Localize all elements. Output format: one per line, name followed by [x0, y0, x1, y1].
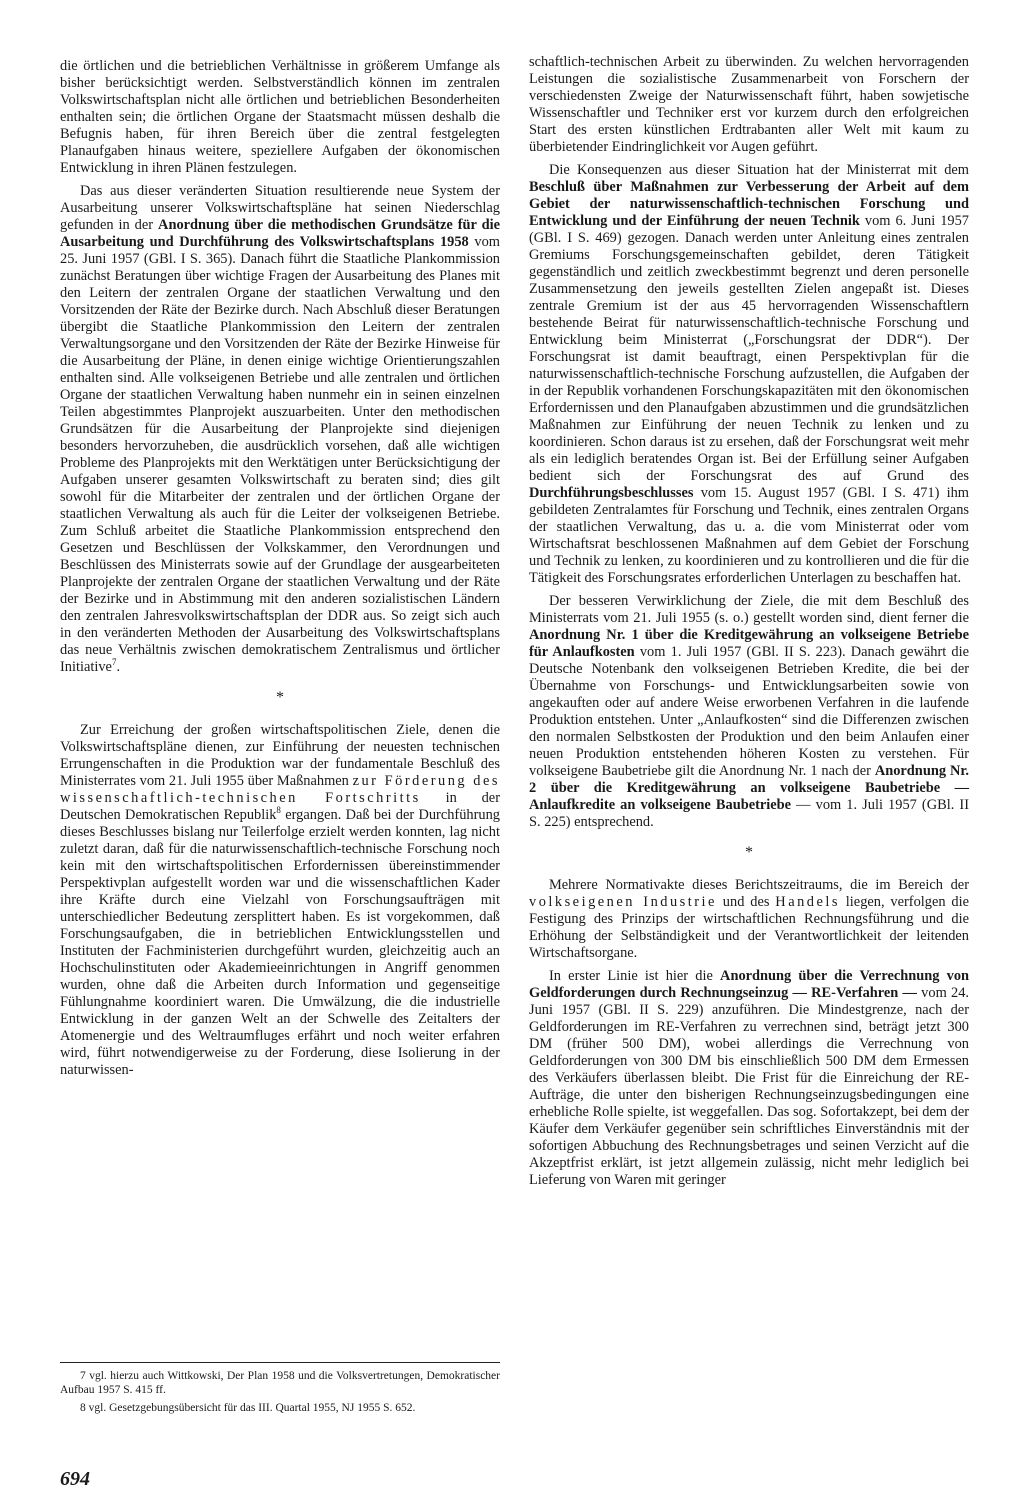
left-column — [60, 58, 500, 1085]
paragraph: Mehrere Normativakte dieses Berichtszeitraums, die im Bereich der volkseigenen Industrie und des Handels liegen, verfolgen die Festigung des Prinzips der wirtschaftlichen Rechnungsführung und die Erhöhung der Selbständigkeit und der Verantwortlichkeit der leitenden Wirtschaftsorgane. — [529, 877, 970, 961]
spaced-emphasis: volkseigenen Industrie — [529, 894, 717, 910]
bold-reference: Anordnung über die Verrechnung von Geldforderungen durch Rechnungseinzug — RE-Verfahren — — [529, 968, 970, 1001]
bold-reference: Beschluß über Maßnahmen zur Verbesserung der Arbeit auf dem Gebiet der naturwissenschaftlich-technischen Forschung und Entwicklung und der Einführung der neuen Technik — [529, 179, 969, 229]
footnote-8: 8 vgl. Gesetzgebungsübersicht für das III. Quartal 1955, NJ 1955 S. 652. — [80, 1402, 416, 1414]
footnote-ref: 7 — [111, 657, 117, 668]
bold-reference: Durchführungsbeschlusses — [529, 485, 694, 501]
page-number: 694 — [60, 1468, 90, 1490]
spaced-emphasis: Handels — [775, 894, 840, 910]
paragraph: Der besseren Verwirklichung der Ziele, die mit dem Beschluß des Ministerrats vom 21. Juli 1955 (s. o.) gestellt worden sind, dient ferner die Anordnung Nr. 1 über die Kreditgewährung an volkseigene Betriebe für Anlaufkosten vom 1. Juli 1957 (GBl. II S. 223). Danach gewährt die Deutsche Notenbank den volkseigenen Betrieben Kredite, die bei der Übernahme von Forschungs- und Entwicklungsarbeiten sowie von angekauften oder auf andere Weise erworbenen Verfahren in die laufende Produktion entstehen. Unter „Anlaufkosten“ sind die Differenzen zwischen den normalen Selbstkosten der Produktion und den beim Anlaufen einer neuen Produktion entstehenden höheren Kosten zu verstehen. Für volkseigene Baubetriebe gilt die Anordnung Nr. 1 nach der Anordnung Nr. 2 über die Kreditgewährung an volkseigene Baubetriebe — Anlaufkredite an volkseigene Baubetriebe — vom 1. Juli 1957 (GBl. II S. 225) entsprechend. — [529, 593, 969, 830]
paragraph: In erster Linie ist hier die Anordnung über die Verrechnung von Geldforderungen durch Rechnungseinzug — RE-Verfahren — vom 24. Juni 1957 (GBl. II S. 229) anzuführen. Die Mindestgrenze, nach der Geldforderungen im RE-Verfahren zu verrechnen sind, beträgt jetzt 300 DM (früher 500 DM), wobei allerdings die Verrechnung von Geldforderungen von 300 DM bis einschließlich 500 DM dem Ermessen des Verkäufers überlassen bleibt. Die Frist für die Einreichung der RE-Aufträge, die unter den bisherigen Rechnungseinzugsbedingungen eine erhebliche Rolle spielte, ist weggefallen. Das sog. Sofortakzept, bei dem der Käufer dem Verkäufer gegenüber sein schriftliches Einverständnis mit der sofortigen Abbuchung des Rechnungsbetrages und seinen Verzicht auf die Akzeptfrist erklärt, ist jetzt allgemein zulässig, nicht mehr lediglich bei Lieferung von Waren mit geringer — [529, 968, 970, 1188]
section-separator: * — [745, 844, 753, 861]
bold-reference: Anordnung Nr. 2 über die Kreditgewährung an volkseigene Baubetriebe — Anlaufkredite an volkseigene Baubetriebe — [529, 763, 969, 813]
paragraph: schaftlich-technischen Arbeit zu überwinden. Zu welchen hervorragenden Leistungen die sozialistische Zusammenarbeit von Forschern der verschiedensten Zweige der Naturwissenschaft führt, haben sowjetische Wissenschaftler und Techniker erst vor kurzem durch den erfolgreichen Start des ersten künstlichen Erdtrabanten aller Welt mit kaum zu überbietender Eindringlichkeit vor Augen geführt. — [529, 54, 969, 155]
section-separator: * — [276, 689, 284, 706]
paragraph: Zur Erreichung der großen wirtschaftspolitischen Ziele, denen die Volkswirtschaftspläne dienen, zur Einführung der neuesten technischen Errungenschaften in die Produktion war der fundamentale Beschluß des Ministerrates vom 21. Juli 1955 über Maßnahmen zur Förderung des wissenschaftlich-technischen Fortschritts in der Deutschen Demokratischen Republik$^8$ ergangen. Daß bei der Durchführung dieses Beschlusses bislang nur Teilerfolge erzielt werden konnten, lag nicht zuletzt daran, daß für die naturwissenschaftlich-technische Forschung noch kein mit den wirtschaftspolitischen Erfordernissen übereinstimmender Perspektivplan aufgestellt worden war und die wissenschaftlichen Kader ihre Kräfte durch eine Vielzahl von Forschungsaufträgen mit unterschiedlicher Bedeutung zersplittert haben. Es ist vorgekommen, daß Forschungsaufgaben, die in betrieblichen Entwicklungsstellen und Instituten der Fachministerien durchgeführt wurden, gleichzeitig auch an Hochschulinstituten oder Akademieeinrichtungen in Angriff genommen wurden, ohne daß die Arbeiten durch Information und gegenseitige Fühlungnahme koordiniert waren. Die Umwälzung, die die industrielle Entwicklung in der ganzen Welt an der Schwelle des Zeitalters der Atomenergie und des Weltraumfluges erfährt und noch weiter erfahren wird, führt notwendigerweise zu der Forderung, diese Isolierung in der naturwissen- — [60, 722, 500, 1078]
bold-reference: Anordnung Nr. 1 über die Kreditgewährung an volkseigene Betriebe für Anlaufkosten — [529, 627, 969, 660]
footnote-ref: 8 — [276, 805, 281, 816]
spaced-emphasis: zur Förderung des wissenschaftlich-technischen Fortschritts — [60, 773, 500, 806]
paragraph: Die Konsequenzen aus dieser Situation hat der Ministerrat mit dem Beschluß über Maßnahmen zur Verbesserung der Arbeit auf dem Gebiet der naturwissenschaftlich-technischen Forschung und Entwicklung und der Einführung der neuen Technik vom 6. Juni 1957 (GBl. I S. 469) gezogen. Danach werden unter Anleitung eines zentralen Gremiums Forschungsgemeinschaften gebildet, deren Tätigkeit gegenständlich und zeitlich zweckbestimmt begrenzt und deren personelle Zusammensetzung den jeweils gestellten Zielen angepaßt ist. Dieses zentrale Gremium ist der aus 45 hervorragenden Wissenschaftlern bestehende Beirat für naturwissenschaftlich-technische Forschung und Entwicklung beim Ministerrat („Forschungsrat der DDR“). Der Forschungsrat ist damit beauftragt, einen Perspektivplan für die naturwissenschaftlich-technische Forschung aufzustellen, die Aufgaben der in der Republik vorhandenen Forschungskapazitäten mit den ökonomischen Erfordernissen und den Planaufgaben abzustimmen und die grundsätzlichen Maßnahmen zur Einführung der neuen Technik zu lenken und zu koordinieren. Schon daraus ist zu ersehen, daß der Forschungsrat weit mehr als ein lediglich beratendes Organ ist. Bei der Erfüllung seiner Aufgaben bedient sich der Forschungsrat des auf Grund des Durchführungsbeschlusses vom 15. August 1957 (GBl. I S. 471) ihm gebildeten Zentralamtes für Forschung und Technik, eines zentralen Organs der staatlichen Verwaltung, das u. a. die vom Ministerrat oder vom Wirtschaftsrat beschlossenen Maßnahmen auf dem Gebiet der Forschung und Technik zu lenken, zu koordinieren und zu kontrollieren und die für die Tätigkeit des Forschungsrates erforderlichen Unterlagen zu beschaffen hat. — [529, 162, 969, 586]
paragraph: Das aus dieser veränderten Situation resultierende neue System der Ausarbeitung unserer Volkswirtschaftspläne hat seinen Niederschlag gefunden in der Anordnung über die methodischen Grundsätze für die Ausarbeitung und Durchführung des Volkswirtschaftsplans 1958 vom 25. Juni 1957 (GBl. I S. 365). Danach führt die Staatliche Plankommission zunächst Beratungen über wichtige Fragen der Ausarbeitung des Planes mit den Leitern der zentralen Organe der staatlichen Verwaltung und den Vorsitzenden der Räte der Bezirke durch. Nach Abschluß dieser Beratungen übergibt die Staatliche Plankommission den Leitern der zentralen Verwaltungsorgane und den Vorsitzenden der Räte der Bezirke Hinweise für die Ausarbeitung der Pläne, in denen einige wichtige Orientierungszahlen enthalten sind. Alle volkseigenen Betriebe und alle zentralen und örtlichen Organe der staatlichen Verwaltung haben nunmehr ein in seinen einzelnen Teilen abgestimmtes Planprojekt auszuarbeiten. Unter den methodischen Grundsätzen für die Ausarbeitung der Planprojekte sind diejenigen besonders hervorzuheben, die ausdrücklich vorsehen, daß alle wichtigen Probleme des Planprojekts mit den Werktätigen unter Berücksichtigung der Aufgaben unserer gesamten Volkswirtschaft zu beraten sind; dies gilt sowohl für die Mitarbeiter der zentralen und der örtlichen Organe der staatlichen Verwaltung als auch für die Leiter der volkseigenen Betriebe. Zum Schluß arbeitet die Staatliche Plankommission entsprechend den Gesetzen und Beschlüssen der Volkskammer, den Verordnungen und Beschlüssen des Ministerrats sowie auf der Grundlage der ausgearbeiteten Planprojekte der zentralen Organe der staatlichen Verwaltung und der Räte der Bezirke und in Abstimmung mit den anderen sozialistischen Ländern den zentralen Jahresvolkswirtschaftsplan der DDR aus. So zeigt sich auch in den veränderten Methoden der Ausarbeitung des Volkswirtschaftsplans das neue Verhältnis zwischen demokratischem Zentralismus und örtlicher Initiative$^7$. — [60, 183, 501, 675]
footnote-7: 7 vgl. hierzu auch Wittkowski, Der Plan 1958 und die Volksvertretungen, Demokratischer Aufbau 1957 S. 415 ff. — [60, 1370, 500, 1396]
paragraph: die örtlichen und die betrieblichen Verhältnisse in größerem Umfange als bisher berücksichtigt werden. Selbstverständlich können im zentralen Volkswirtschaftsplan nicht alle örtlichen und betrieblichen Besonderheiten enthalten sein; die örtlichen Organe der Staatsmacht müssen deshalb die Befugnis haben, für ihren Bereich über die zentral festgelegten Planaufgaben hinaus weitere, speziellere Aufgaben der ökonomischen Entwicklung in ihren Plänen festzulegen. — [60, 58, 500, 176]
bold-reference: Anordnung über die methodischen Grundsätze für die Ausarbeitung und Durchführung des Volkswirtschaftsplans 1958 — [60, 217, 501, 250]
footnotes — [60, 1362, 500, 1419]
right-column — [529, 54, 969, 1195]
